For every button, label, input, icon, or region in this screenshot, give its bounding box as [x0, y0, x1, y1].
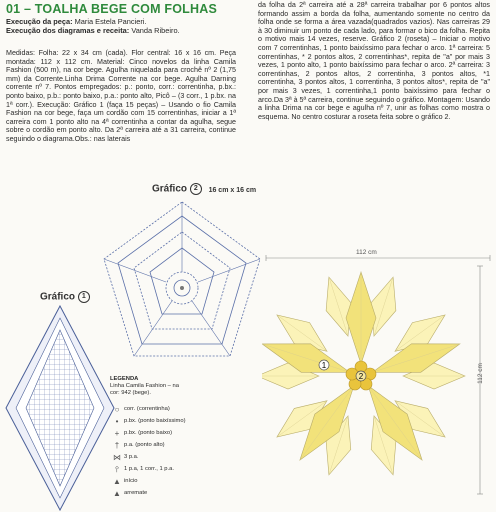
legend-item-text: corr. (correntinha) — [124, 405, 170, 412]
assembly-width-label: 112 cm — [356, 249, 377, 256]
diagramas-label: Execução dos diagramas e receita: — [6, 26, 130, 35]
diagramas-value: Vanda Ribeiro. — [131, 26, 180, 35]
execucao-label: Execução da peça: — [6, 17, 73, 26]
assembly-diagram — [262, 254, 494, 510]
recipe-column-2: da folha da 2ª carreira até a 28ª carreira trabalhar por 6 pontos altos formando assim a borda da folha, aumentando somente no centro da folha onde se forma a área vazada(quadrados vazios). Nas carreiras 29 à 30 diminuir um ponto de cada lado, para formar o bico da folha. Repita o motivo mais 14 vezes, reserve. Gráfico 2 (roseta) – Iniciar o motivo com 7 correntinhas, 1 ponto baixíssimo para fechar o arco. 1ª carreira: 5 correntinhas, * 2 pontos altos, 2 correntinhas*, repita de "a" por mais 3 vezes, 1 ponto alto, 1 ponto baixíssimo para fechar o arco. 2ª carreira: 3 correntinhas, 2 pontos altos, 2 correntinha, 3 pontos altos, *1 correntinha, 3 pontos altos, 1 correntinha, 3 pontos altos*, repita de "a" por mais 3 vezes, 1 correntinha,1 ponto baixíssimo para fechar o arco.Da 3ª à 5ª carreira, continue seguindo o gráfico. Montagem: Usando a linha Drima na cor bege e agulha nº 7, unir as folhas como mostra o esquema. No centro costurar a roseta feita sobre o gráfico 2. — [258, 1, 490, 121]
finish-icon: ▲ — [113, 488, 121, 498]
grafico2-title: Gráfico — [152, 183, 188, 195]
single-crochet-icon: + — [114, 428, 120, 438]
legend-item — [110, 475, 260, 487]
grafico1-number: 1 — [78, 291, 90, 303]
legend-item — [110, 427, 260, 439]
legend-item — [110, 439, 260, 451]
grafico1-title: Gráfico — [40, 291, 76, 303]
leaf-diagram — [4, 304, 116, 512]
legend-subtitle: Linha Camila Fashion – na cor: 942 (bege). — [110, 383, 179, 396]
double-crochet-icon: † — [114, 440, 120, 450]
legend-title: LEGENDA — [110, 376, 139, 382]
legend-item — [110, 451, 260, 463]
assembly-height-label: 112 cm — [476, 363, 484, 384]
grafico2-number: 2 — [190, 183, 202, 195]
legend-item-text: p.bx. (ponto baixo) — [124, 429, 173, 436]
marker-2: 2 — [358, 372, 364, 381]
legend-item — [110, 415, 260, 427]
legend-item-text: p.bx. (ponto baixíssimo) — [124, 417, 186, 424]
page-title: 01 – TOALHA BEGE COM FOLHAS — [6, 2, 217, 16]
v-stitch-icon: ⫯ — [115, 464, 119, 474]
legend-item — [110, 463, 260, 475]
rosette-diagram — [98, 196, 266, 368]
grafico2-label — [152, 183, 256, 195]
legend — [110, 376, 260, 499]
legend-item-text: p.a. (ponto alto) — [124, 441, 165, 448]
grafico2-size: 16 cm x 16 cm — [208, 186, 257, 194]
marker-1: 1 — [321, 361, 327, 370]
chain-symbol-icon: ○ — [114, 404, 120, 414]
legend-item — [110, 403, 260, 415]
start-icon: ▲ — [113, 476, 121, 486]
slip-stitch-icon: • — [115, 416, 119, 426]
cluster-icon: ⋈ — [113, 452, 121, 462]
legend-item-text: 3 p.a. — [124, 453, 139, 460]
recipe-column-1: Medidas: Folha: 22 x 34 cm (cada). Flor central: 16 x 16 cm. Peça montada: 112 x 112 cm. Material: Cinco novelos da linha Camila Fashion (500 m), na cor bege. Agulha niquelada para crochê nº 2 (1,75 mm) da Corrente.Linha Drima Corrente na cor bege. Agulha Darning corrente nº 7. Pontos empregados: p.: ponto, corr.: correntinha, p.bx.: ponto baixo, p.b.: ponto baixo, p.a.: ponto alto, Picô – (3 corr., 1 p.bx. na 1ª corr.). Execução: Gráfico 1 (faça 15 peças) – Usando o fio Camila Fashion na cor bege, faça um cordão com 15 correntinhas, iniciar a 1ª carreira com 1 ponto alto na 4ª correntinha a contar da agulha, segue sobre o cordão em ponto alto. Da 2ª carreira até a 31 carreira, continue seguindo o diagrama.Obs.: nas laterais — [6, 49, 236, 143]
grafico1-label — [40, 291, 90, 303]
legend-item-text: 1 p.a, 1 corr., 1 p.a. — [124, 465, 174, 472]
legend-item — [110, 487, 260, 499]
legend-item-text: arremate — [124, 489, 148, 496]
credits — [6, 17, 180, 35]
legend-item-text: início — [124, 477, 138, 484]
execucao-value: Maria Estela Pancieri. — [74, 17, 147, 26]
